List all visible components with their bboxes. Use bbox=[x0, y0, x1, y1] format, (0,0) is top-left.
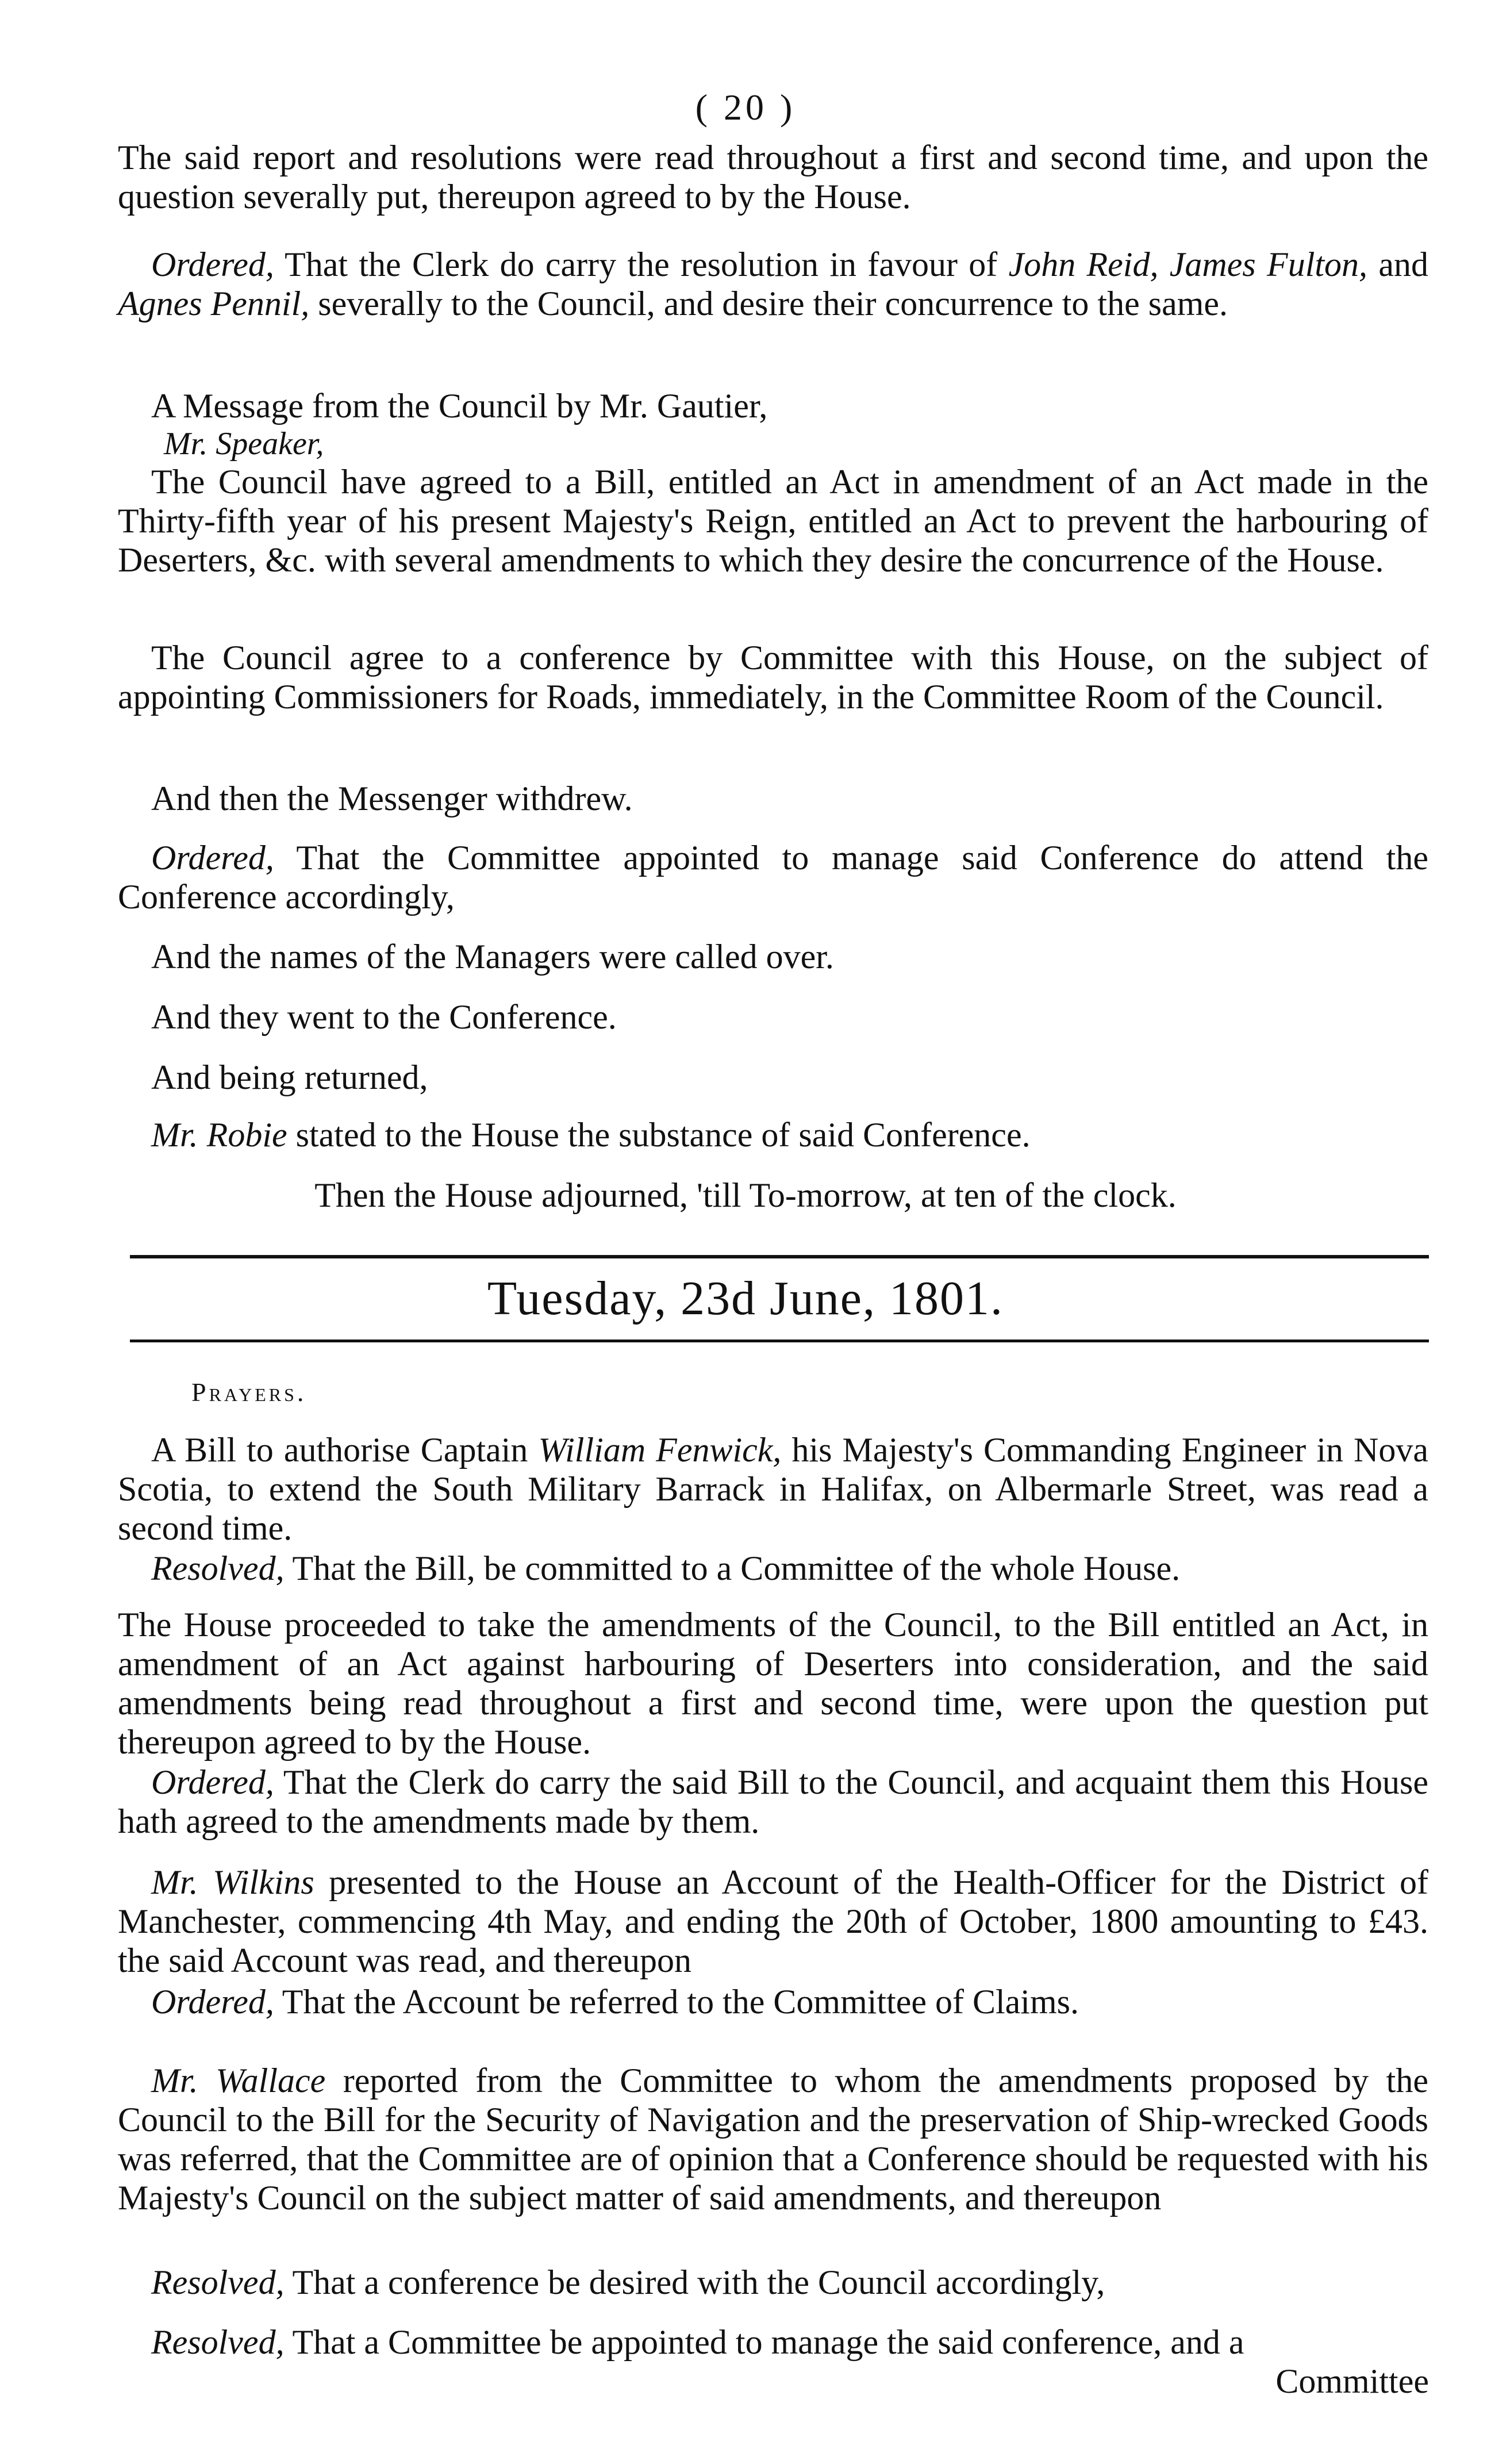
paragraph-text: A Bill to authorise Captain bbox=[151, 1431, 539, 1469]
paragraph-text: That the Bill, be committed to a Committee of the whole House. bbox=[284, 1549, 1181, 1587]
person-name: William Fenwick, bbox=[538, 1431, 782, 1469]
paragraph-text: The Council agree to a conference by Committee with this House, on the subject of appointing Commissioners for Roads, immediately, in the Committee Room of the Council. bbox=[118, 639, 1428, 716]
resolved-label: Resolved, bbox=[151, 2263, 285, 2301]
paragraph-fenwick-bill bbox=[118, 1430, 1428, 1548]
paragraph-text: That the Account be referred to the Committee of Claims. bbox=[274, 1983, 1079, 2021]
paragraph-text: and bbox=[1367, 245, 1428, 283]
paragraph-managers-called bbox=[118, 937, 1428, 976]
paragraph-amendments-considered bbox=[118, 1605, 1428, 1761]
paragraph-message bbox=[118, 386, 1428, 425]
member-name: Mr. Wilkins bbox=[151, 1863, 314, 1901]
paragraph-text: The Council have agreed to a Bill, entitled an Act in amendment of an Act made in the Thirty-fifth year of his present Majesty's Reign, entitled an Act to prevent the harbouring of Deserters, &c. with several amendments to which they desire the concurrence of the House. bbox=[118, 463, 1428, 579]
paragraph-resolved-conference bbox=[118, 2263, 1428, 2302]
paragraph-ordered-clerk bbox=[118, 245, 1428, 323]
resolved-label: Resolved, bbox=[151, 1549, 285, 1587]
paragraph-text: That the Clerk do carry the said Bill to the Council, and acquaint them this House hath agreed to the amendments made by them. bbox=[118, 1763, 1428, 1840]
paragraph-text: And the names of the Managers were called over. bbox=[151, 938, 834, 976]
paragraph-wallace-reported bbox=[118, 2061, 1428, 2217]
paragraph-text: severally to the Council, and desire their concurrence to the same. bbox=[309, 285, 1228, 323]
paragraph-report-read bbox=[118, 138, 1428, 216]
paragraph-resolved-committed bbox=[118, 1549, 1428, 1588]
paragraph-text: A Message from the Council by Mr. Gautier, bbox=[151, 387, 768, 425]
paragraph-text: his Majesty's Commanding Engineer in Nova Scotia, to extend the South Military Barrack in Halifax, on Albermarle Street, was read a second time. bbox=[118, 1431, 1428, 1547]
paragraph-text: That a conference be desired with the Council accordingly, bbox=[284, 2263, 1105, 2301]
paragraph-ordered-committee bbox=[118, 838, 1428, 916]
paragraph-went-conference bbox=[118, 997, 1428, 1037]
paragraph-text: That the Clerk do carry the resolution in favour of bbox=[274, 245, 1009, 283]
paragraph-text: reported from the Committee to whom the amendments proposed by the Council to the Bill for the Security of Navigation and the preservation of Ship-wrecked Goods was referred, that the Committee are of opinion that a Conference should be requested with his Majesty's Council on the subject matter of said amendments, and thereupon bbox=[118, 2062, 1428, 2217]
paragraph-text: stated to the House the substance of said Conference. bbox=[287, 1116, 1031, 1154]
resolved-label: Resolved, bbox=[151, 2323, 285, 2361]
paragraph-text: That the Committee appointed to manage said Conference do attend the Conference accordingly, bbox=[118, 839, 1428, 916]
paragraph-resolved-appoint bbox=[118, 2323, 1428, 2362]
ordered-label: Ordered, bbox=[151, 245, 274, 283]
paragraph-text: The said report and resolutions were read throughout a first and second time, and upon the question severally put, thereupon agreed to by the House. bbox=[118, 139, 1428, 216]
paragraph-text: presented to the House an Account of the Health-Officer for the District of Manchester, commencing 4th May, and ending the 20th of October, 1800 amounting to £43. the said Account was read, and thereupon bbox=[118, 1863, 1429, 1979]
speaker-address: Mr. Speaker, bbox=[164, 426, 324, 462]
ordered-label: Ordered, bbox=[151, 1983, 274, 2021]
paragraph-robie-stated bbox=[118, 1115, 1428, 1154]
paragraph-text: And then the Messenger withdrew. bbox=[151, 780, 633, 818]
ordered-label: Ordered, bbox=[151, 1763, 274, 1801]
paragraph-text: And they went to the Conference. bbox=[151, 998, 617, 1036]
person-names: John Reid, James Fulton, bbox=[1008, 245, 1368, 283]
paragraph-ordered-claims bbox=[118, 1982, 1428, 2021]
date-heading: Tuesday, 23d June, 1801. bbox=[487, 1272, 1004, 1325]
ordered-label: Ordered, bbox=[151, 839, 274, 877]
bottom-rule bbox=[130, 1340, 1429, 1342]
paragraph-messenger-withdrew bbox=[118, 779, 1428, 818]
top-rule bbox=[130, 1255, 1429, 1258]
paragraph-text: And being returned, bbox=[151, 1058, 428, 1096]
prayers-heading: Prayers. bbox=[191, 1377, 307, 1407]
catchword: Committee bbox=[1275, 2362, 1429, 2400]
page-number: ( 20 ) bbox=[695, 87, 796, 128]
paragraph-wilkins-account bbox=[118, 1863, 1428, 1980]
paragraph-text: That a Committee be appointed to manage the said conference, and a bbox=[284, 2323, 1244, 2361]
person-name: Agnes Pennil, bbox=[118, 285, 310, 323]
paragraph-council-bill bbox=[118, 462, 1428, 579]
paragraph-council-conference bbox=[118, 638, 1428, 716]
member-name: Mr. Wallace bbox=[151, 2062, 326, 2100]
member-name: Mr. Robie bbox=[151, 1116, 287, 1154]
paragraph-text: The House proceeded to take the amendments of the Council, to the Bill entitled an Act, in amendment of an Act against harbouring of Deserters into consideration, and the said amendments being read throughout a first and second time, were upon the question put thereupon agreed to by the House. bbox=[118, 1606, 1428, 1761]
adjournment-line: Then the House adjourned, 'till To-morrow, at ten of the clock. bbox=[314, 1176, 1177, 1214]
paragraph-being-returned bbox=[118, 1058, 1428, 1097]
paragraph-ordered-carry-bill bbox=[118, 1763, 1428, 1841]
